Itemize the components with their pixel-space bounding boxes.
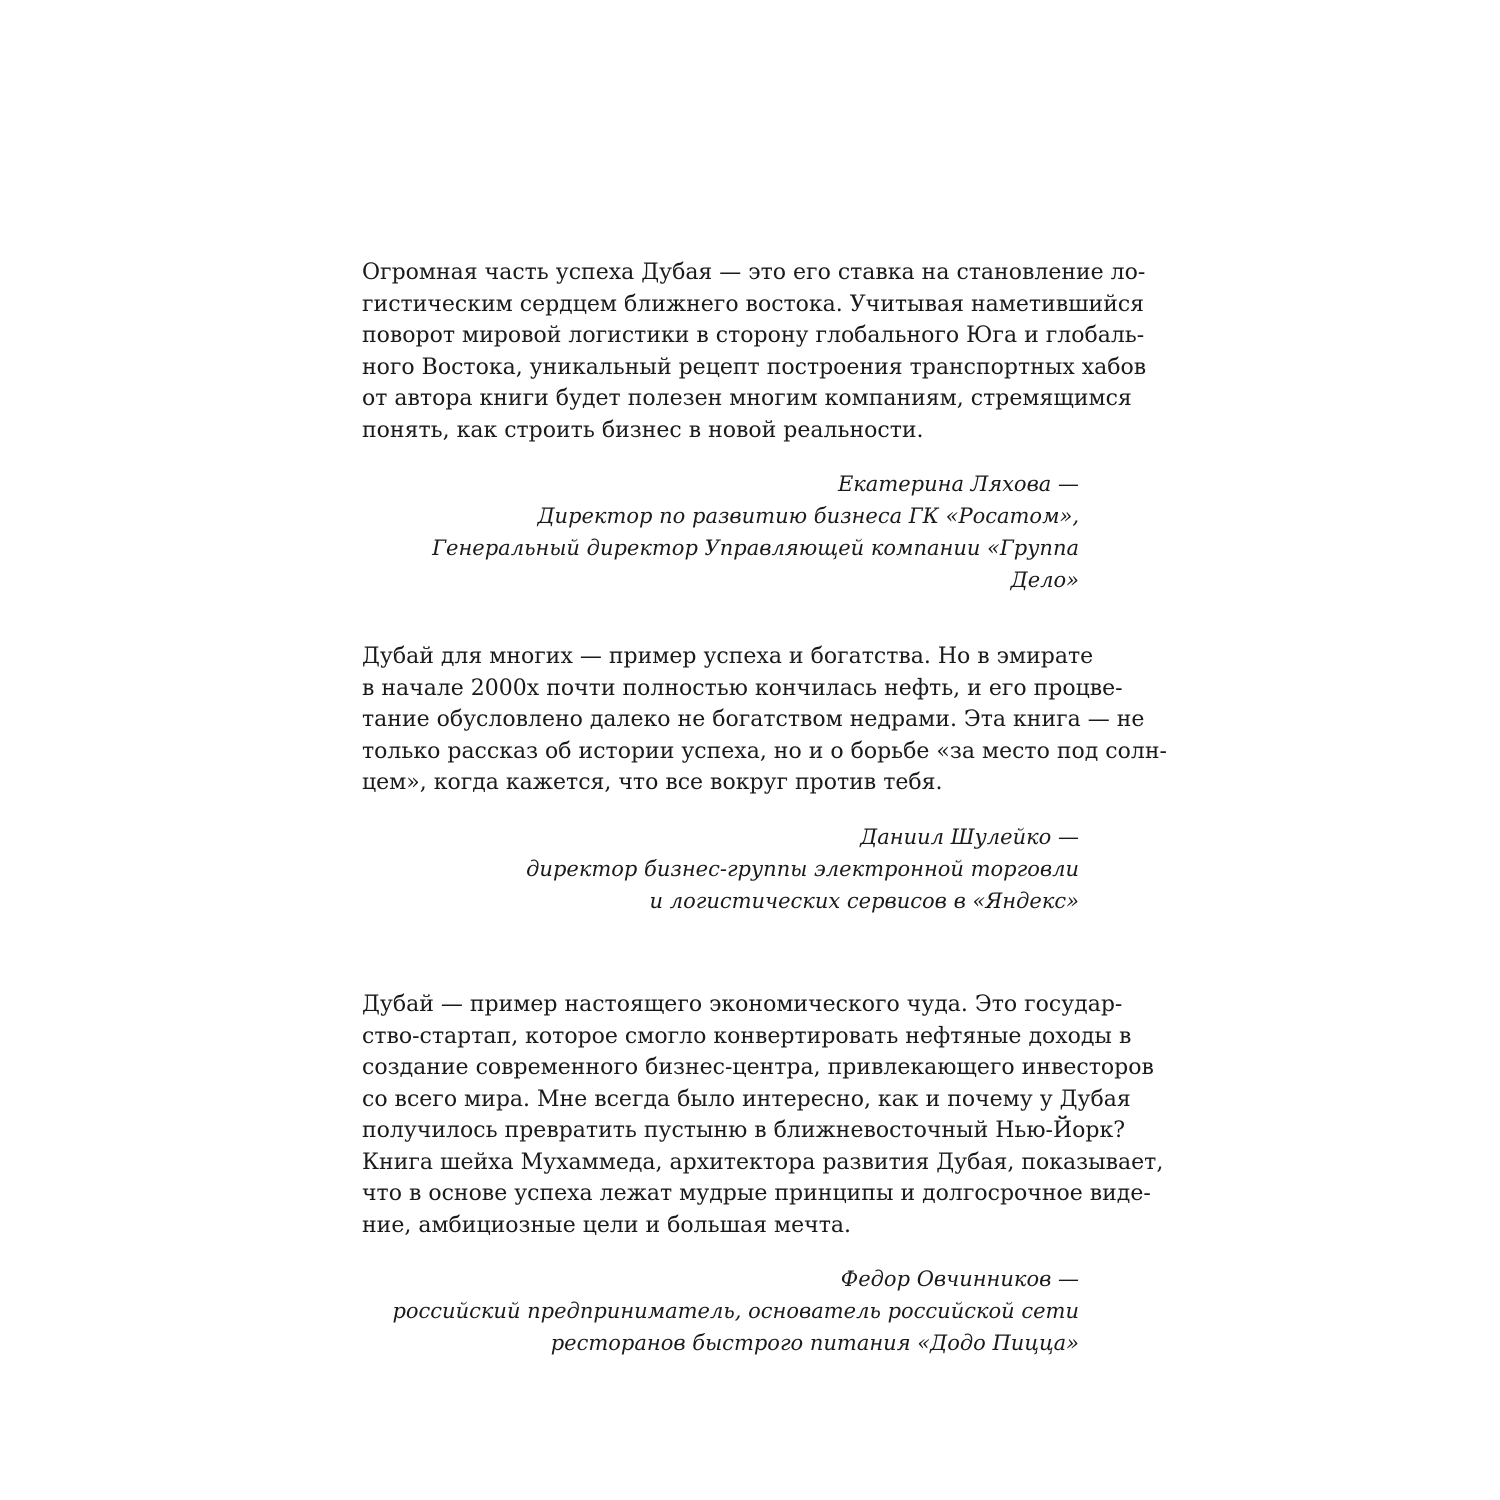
- quote-line: понять, как строить бизнес в новой реальности.: [362, 417, 924, 443]
- quote-line: только рассказ об истории успеха, но и о борьбе «за место под солн-: [362, 738, 1167, 764]
- testimonials-column: [362, 257, 1167, 1355]
- testimonial-1-quote: [362, 257, 1147, 446]
- testimonial-1-attribution: [362, 468, 1079, 596]
- quote-line: Дубай для многих — пример успеха и богатства. Но в эмирате: [362, 644, 1094, 669]
- quote-line: Огромная часть успеха Дубая — это его ставка на становление ло-: [362, 260, 1146, 285]
- author-role: директор бизнес-группы электронной торговли: [526, 856, 1079, 881]
- quote-line: со всего мира. Мне всегда было интересно, как и почему у Дубая: [362, 1086, 1131, 1112]
- author-role: российский предприниматель, основатель российской сети: [392, 1299, 1079, 1323]
- quote-line: от автора книги будет полезен многим компаниям, стремящимся: [362, 386, 1132, 411]
- testimonial-1: [362, 257, 1147, 617]
- quote-line: цем», когда кажется, что все вокруг против тебя.: [362, 770, 943, 795]
- testimonial-3-quote: [362, 989, 1164, 1241]
- author-role: Директор по развитию бизнеса ГК «Росатом»,: [537, 504, 1079, 528]
- quote-line: гистическим сердцем ближнего востока. Учитывая наметившийся: [362, 291, 1145, 317]
- quote-line: что в основе успеха лежат мудрые принципы и долгосрочное виде-: [362, 1181, 1151, 1206]
- testimonial-2: [362, 641, 1167, 917]
- quote-line: ного Востока, уникальный рецепт построения транспортных хабов: [362, 354, 1147, 380]
- author-role: ресторанов быстрого питания «Додо Пицца»: [550, 1331, 1079, 1355]
- quote-line: ство-стартап, которое смогло конвертировать нефтяные доходы в: [362, 1023, 1132, 1049]
- author-name: Даниил Шулейко —: [860, 824, 1079, 849]
- quote-line: Дубай — пример настоящего экономического чуда. Это государ-: [362, 992, 1123, 1017]
- author-role: и логистических сервисов в «Яндекс»: [649, 888, 1079, 913]
- quote-line: получилось превратить пустыню в ближневосточный Нью-Йорк?: [362, 1118, 1126, 1143]
- testimonial-3: [362, 989, 1164, 1359]
- quote-line: создание современного бизнес-центра, привлекающего инвесторов: [362, 1055, 1154, 1080]
- testimonial-3-attribution: [362, 1263, 1079, 1359]
- testimonial-2-attribution: [362, 821, 1079, 917]
- quote-line: Книга шейха Мухаммеда, архитектора развития Дубая, показывает,: [362, 1149, 1164, 1175]
- quote-line: поворот мировой логистики в сторону глобального Юга и глобаль-: [362, 323, 1145, 348]
- author-name: Федор Овчинников —: [840, 1267, 1079, 1291]
- author-role: Генеральный директор Управляющей компании «Группа Дело»: [432, 536, 1079, 592]
- quote-line: тание обусловлено далеко не богатством недрами. Эта книга — не: [362, 707, 1145, 732]
- quote-line: в начале 2000х почти полностью кончилась нефть, и его процве-: [362, 675, 1123, 701]
- quote-line: ние, амбициозные цели и большая мечта.: [362, 1212, 852, 1238]
- author-name: Екатерина Ляхова —: [837, 472, 1079, 496]
- testimonial-2-quote: [362, 641, 1167, 799]
